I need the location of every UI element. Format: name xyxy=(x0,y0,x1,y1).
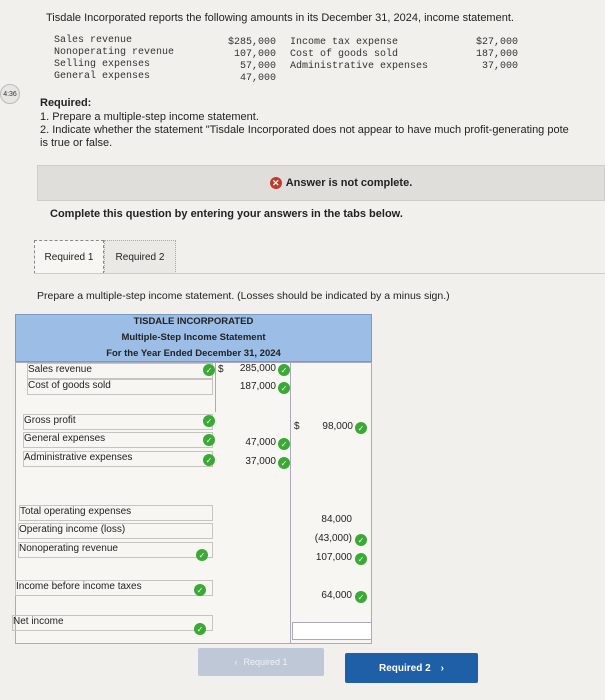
statement-period: For the Year Ended December 31, 2024 xyxy=(106,348,281,359)
statement-title: Multiple-Step Income Statement xyxy=(121,332,266,343)
row-label[interactable]: Nonoperating revenue xyxy=(18,542,213,558)
check-icon: ✓ xyxy=(278,364,290,376)
value-cell[interactable]: 285,000 xyxy=(239,363,276,374)
time-badge: 4:36 xyxy=(0,84,20,104)
answer-status-text: Answer is not complete. xyxy=(285,177,413,189)
given-right-labels xyxy=(290,37,428,73)
complete-prompt: Complete this question by entering your answers in the tabs below. xyxy=(50,208,403,220)
chevron-left-icon: ‹ xyxy=(234,657,238,667)
check-icon: ✓ xyxy=(355,553,367,565)
check-icon: ✓ xyxy=(196,549,208,561)
prev-required-button[interactable] xyxy=(198,648,324,676)
check-icon: ✓ xyxy=(203,454,215,466)
row-label[interactable]: Total operating expenses xyxy=(19,505,213,521)
row-label[interactable]: Income before income taxes xyxy=(15,580,213,596)
statement-header xyxy=(15,314,372,362)
value-cell[interactable]: 107,000 xyxy=(315,552,352,563)
currency-symbol: $ xyxy=(218,364,224,375)
row-label[interactable]: Gross profit xyxy=(23,414,213,430)
answer-status-bar xyxy=(37,165,605,201)
required-item-1: 1. Prepare a multiple-step income statement. xyxy=(40,111,259,123)
check-icon: ✓ xyxy=(203,364,215,376)
required-item-2: 2. Indicate whether the statement "Tisdale Incorporated does not appear to have much profit-generating pote xyxy=(40,124,569,136)
check-icon: ✓ xyxy=(278,457,290,469)
tab-required-2[interactable]: Required 2 xyxy=(104,240,176,274)
value-cell[interactable]: 37,000 xyxy=(245,456,276,467)
value-cell[interactable]: (43,000) xyxy=(314,533,352,544)
given-value: $285,000 xyxy=(227,37,276,48)
value-cell[interactable]: 64,000 xyxy=(321,590,352,601)
row-label[interactable]: Net income xyxy=(12,615,213,631)
given-left-values xyxy=(220,37,276,85)
given-label: Nonoperating revenue xyxy=(54,47,175,58)
next-required-button[interactable] xyxy=(345,653,478,683)
value-cell[interactable]: 98,000 xyxy=(322,421,353,432)
chevron-right-icon: › xyxy=(440,662,445,674)
check-icon: ✓ xyxy=(355,534,367,546)
given-value: 57,000 xyxy=(239,61,276,72)
row-label[interactable]: Sales revenue xyxy=(27,363,213,379)
row-label[interactable]: Operating income (loss) xyxy=(18,523,213,539)
given-label: Selling expenses xyxy=(54,59,151,70)
net-income-input[interactable] xyxy=(292,622,372,640)
check-icon: ✓ xyxy=(203,434,215,446)
given-value: $27,000 xyxy=(475,37,518,48)
tab-divider xyxy=(34,273,605,274)
value-cell[interactable]: 187,000 xyxy=(239,381,276,392)
currency-symbol: $ xyxy=(294,421,300,432)
prepare-instructions: Prepare a multiple-step income statement. (Losses should be indicated by a minus sign.) xyxy=(37,290,450,302)
given-label: General expenses xyxy=(54,71,151,82)
given-value: 47,000 xyxy=(239,73,276,84)
row-label[interactable]: Cost of goods sold xyxy=(27,379,213,395)
given-label: Income tax expense xyxy=(290,37,399,48)
company-name: TISDALE INCORPORATED xyxy=(133,316,254,327)
given-value: 187,000 xyxy=(475,49,518,60)
value-cell[interactable]: 47,000 xyxy=(245,437,276,448)
check-icon: ✓ xyxy=(278,382,290,394)
tab-required-1[interactable]: Required 1 xyxy=(34,240,104,274)
prev-button-label: Required 1 xyxy=(243,657,288,667)
given-value: 107,000 xyxy=(233,49,276,60)
given-left-labels xyxy=(54,35,174,83)
row-label[interactable]: General expenses xyxy=(23,432,213,448)
check-icon: ✓ xyxy=(203,415,215,427)
given-value: 37,000 xyxy=(481,61,518,72)
given-label: Administrative expenses xyxy=(290,61,429,72)
check-icon: ✓ xyxy=(355,422,367,434)
error-x-icon: ✕ xyxy=(270,177,282,189)
given-label: Cost of goods sold xyxy=(290,49,399,60)
value-cell[interactable]: 84,000 xyxy=(321,514,352,525)
given-label: Sales revenue xyxy=(54,35,133,46)
required-title: Required: xyxy=(40,97,92,109)
next-button-label: Required 2 xyxy=(378,662,431,674)
intro-text: Tisdale Incorporated reports the following amounts in its December 31, 2024, income statement. xyxy=(46,12,514,24)
check-icon: ✓ xyxy=(194,623,206,635)
row-label[interactable]: Administrative expenses xyxy=(23,451,213,467)
column-divider xyxy=(215,362,216,412)
check-icon: ✓ xyxy=(278,438,290,450)
check-icon: ✓ xyxy=(355,591,367,603)
given-right-values xyxy=(460,37,518,73)
check-icon: ✓ xyxy=(194,584,206,596)
column-divider xyxy=(290,362,291,644)
required-item-2-cont: is true or false. xyxy=(40,137,113,149)
